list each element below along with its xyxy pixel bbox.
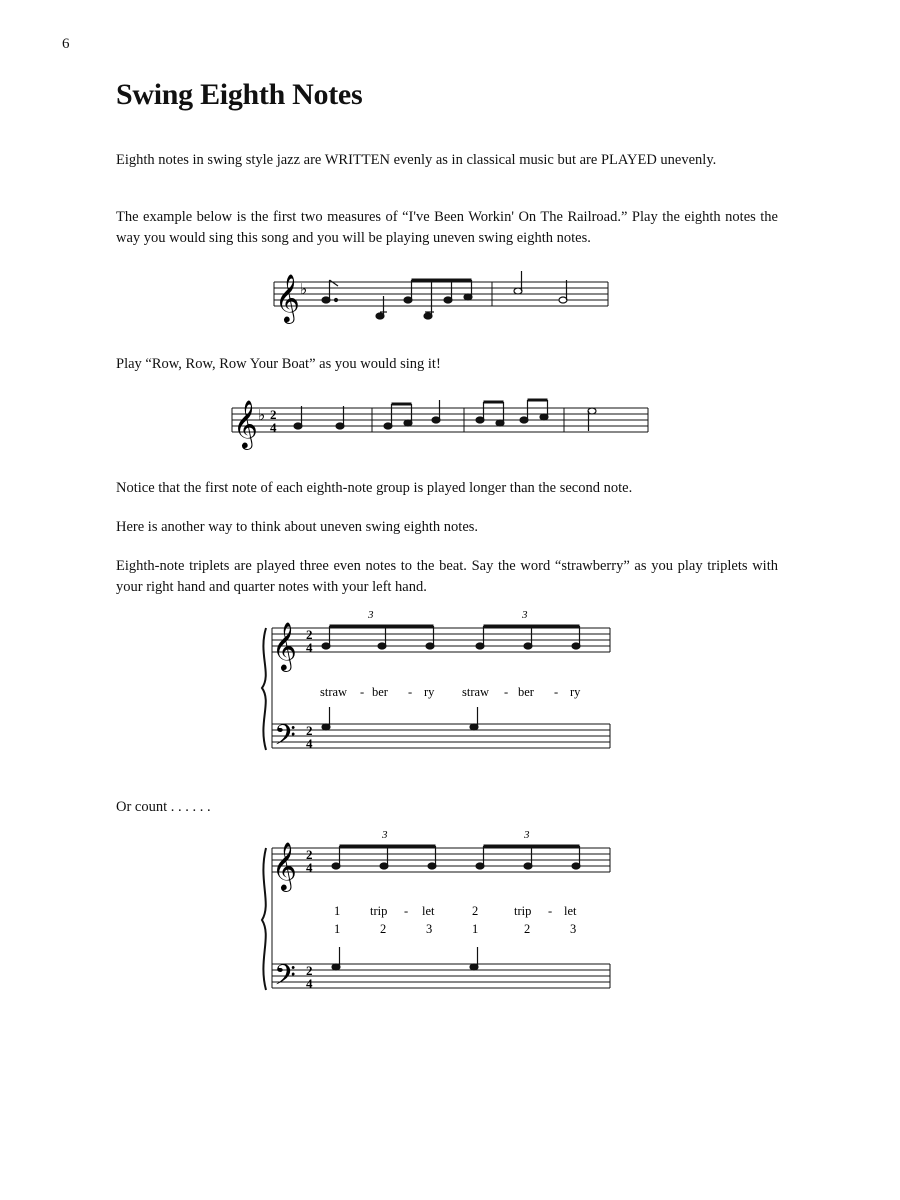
paragraph-another-way: Here is another way to think about uneven swing eighth notes. <box>116 519 479 535</box>
triplet-mark: 3 <box>368 609 374 621</box>
paragraph-railroad: The example below is the first two measures of “I've Been Workin' On The Railroad.” Play the eighth notes the way you would sing this song and you will be playing uneven swing eighth notes. <box>116 209 778 246</box>
time-signature-top: 2 <box>306 963 313 978</box>
paragraph-intro: Eighth notes in swing style jazz are WRITTEN evenly as in classical music but are PLAYED unevenly. <box>116 152 717 168</box>
count-word: let <box>564 904 577 918</box>
paragraph-row-boat: Play “Row, Row, Row Your Boat” as you would sing it! <box>116 356 441 372</box>
lyric-hyphen: - <box>504 685 509 699</box>
count-number: 1 <box>472 922 479 936</box>
lyric-hyphen: - <box>360 685 365 699</box>
lyric-syllable: ber <box>518 685 534 699</box>
count-word: 1 <box>334 904 341 918</box>
count-number: 3 <box>426 922 433 936</box>
paragraph-notice: Notice that the first note of each eighth-note group is played longer than the second note. <box>116 480 633 496</box>
music-example-count <box>258 824 618 998</box>
time-signature-bottom: 4 <box>306 860 313 875</box>
count-word: trip <box>370 904 388 918</box>
lyric-hyphen: - <box>554 685 559 699</box>
count-word: let <box>422 904 435 918</box>
lyric-syllable: ber <box>372 685 388 699</box>
count-hyphen: - <box>404 904 409 918</box>
time-signature-bottom: 4 <box>270 420 277 435</box>
time-signature-top: 2 <box>306 847 313 862</box>
music-example-railroad <box>268 268 614 330</box>
count-number: 1 <box>334 922 341 936</box>
lyric-syllable: ry <box>570 685 581 699</box>
count-number: 2 <box>380 922 387 936</box>
lyric-syllable: straw <box>462 685 490 699</box>
count-word: 2 <box>472 904 479 918</box>
count-hyphen: - <box>548 904 553 918</box>
time-signature-bottom: 4 <box>306 976 313 991</box>
treble-clef-icon: 𝄞 <box>272 624 297 670</box>
count-number: 2 <box>524 922 531 936</box>
time-signature-bottom: 4 <box>306 640 313 655</box>
time-signature-top: 2 <box>306 723 313 738</box>
treble-clef-icon: 𝄞 <box>233 402 258 448</box>
page-number: 6 <box>62 36 70 52</box>
brace <box>262 848 266 990</box>
music-example-row-boat <box>228 392 654 452</box>
page-title: Swing Eighth Notes <box>116 78 363 111</box>
triplet-mark: 3 <box>524 829 530 841</box>
flat-sign: ♭ <box>258 408 266 424</box>
treble-clef-icon: 𝄞 <box>275 276 300 322</box>
count-number: 3 <box>570 922 577 936</box>
paragraph-or-count: Or count . . . . . . <box>116 799 211 815</box>
lyric-hyphen: - <box>408 685 413 699</box>
paragraph-triplets: Eighth-note triplets are played three even notes to the beat. Say the word “strawberry” as you play triplets with your right hand and quarter notes with your left hand. <box>116 558 778 595</box>
lyric-syllable: straw <box>320 685 348 699</box>
brace <box>262 628 266 750</box>
time-signature-top: 2 <box>306 627 313 642</box>
triplet-mark: 3 <box>382 829 388 841</box>
bass-clef-icon: 𝄢 <box>274 961 296 998</box>
lyric-syllable: ry <box>424 685 435 699</box>
time-signature-top: 2 <box>270 407 277 422</box>
bass-clef-icon: 𝄢 <box>274 721 296 758</box>
treble-clef-icon: 𝄞 <box>272 844 297 890</box>
music-example-strawberry <box>258 604 618 758</box>
flat-sign: ♭ <box>300 282 308 298</box>
time-signature-bottom: 4 <box>306 736 313 751</box>
count-word: trip <box>514 904 532 918</box>
triplet-mark: 3 <box>522 609 528 621</box>
